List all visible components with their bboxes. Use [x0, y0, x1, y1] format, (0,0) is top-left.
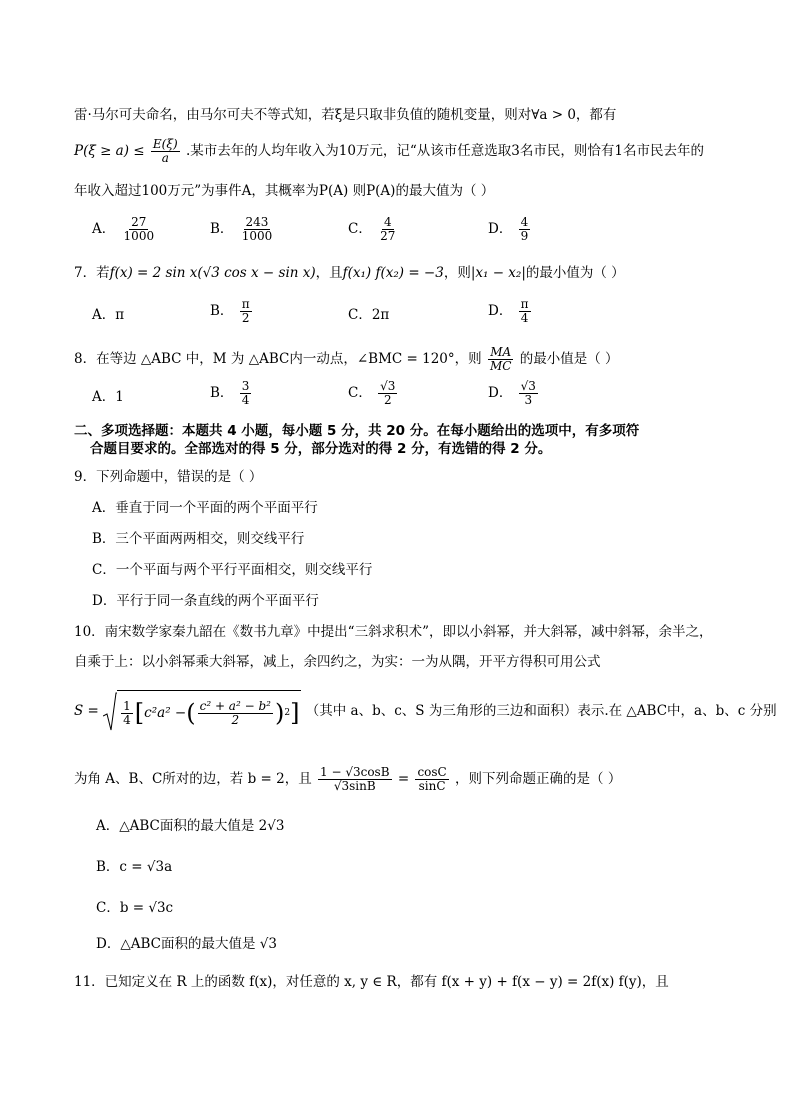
- q10-option-a: A．△ABC面积的最大值是 2√3: [96, 818, 285, 834]
- q6-line2: [74, 138, 704, 165]
- q8-option-d: D． $\frac{√3}{3}$: [488, 379, 536, 407]
- q8-option-b: B． $\frac{3}{4}$: [210, 379, 250, 407]
- formula-inner-frac: $\frac{\text{c² + a² − b²}}{2}$: [199, 698, 271, 727]
- q8-option-a: A．1: [92, 389, 124, 405]
- q7-option-a: A．π: [92, 307, 125, 323]
- q6-fraction: [151, 138, 180, 165]
- q7-option-d: D． $\frac{\pi}{4}$: [488, 297, 529, 325]
- radical-sign-icon: [103, 692, 117, 732]
- section-heading-line2: 合题目要求的。全部选对的得 5 分，部分选对的得 2 分，有选错的得 2 分。: [90, 441, 552, 457]
- q10-frac-right: $\frac{\cos C}{\sin C}$: [417, 765, 447, 793]
- formula-c2a2: c²a² −: [144, 705, 187, 721]
- q10-option-d: D．△ABC面积的最大值是 √3: [96, 936, 277, 952]
- q10-line4: 为角 A、B、C所对的边，若 b = 2，且 $\frac{1 - √3\cos B}{√3\sin B}$ = $\frac{\cos C}{\sin C}$ ，则下列命题正确的是（ ）: [74, 765, 622, 793]
- q6-option-c: C． $\frac{4}{27}$: [348, 215, 396, 243]
- q7-option-c: C．2π: [348, 307, 390, 323]
- formula-quarter: $\frac{1}{4}$: [123, 698, 131, 727]
- formula-tail: （其中 a、b、c、S 为三角形的三边和面积）表示.在 △ABC中，a、b、c 分别: [305, 703, 777, 719]
- q6-line3: 年收入超过100万元”为事件A，其概率为P(A) 则P(A)的最大值为（ ）: [74, 183, 495, 199]
- q8-ratio: $\frac{MA}{MC}$: [489, 345, 512, 373]
- q9-option-b: B．三个平面两两相交，则交线平行: [92, 531, 305, 547]
- formula-radical: $\frac{1}{4}$ [ c²a² − ( $\frac{\text{c² + a² − b²}}{2}$ ) 2 ]: [103, 690, 301, 733]
- q11-stem: 11．已知定义在 R 上的函数 f(x)，对任意的 x, y ∈ R，都有 f(x + y) + f(x − y) = 2f(x) f(y)，且: [74, 974, 669, 990]
- q10-option-c: C．b = √3c: [96, 900, 174, 916]
- q6-frac-num: E(ξ): [152, 137, 178, 151]
- q6-frac-den: a: [161, 151, 169, 165]
- formula-lhs: S =: [74, 703, 99, 719]
- q6-line2-text: .某市去年的人均年收入为10万元，记“从该市任意选取3名市民，则恰有1名市民去年的: [185, 143, 704, 159]
- q9-stem: 9．下列命题中，错误的是（ ）: [74, 469, 263, 485]
- q10-option-b: B．c = √3a: [96, 859, 173, 875]
- q9-option-d: D．平行于同一条直线的两个平面平行: [92, 593, 319, 609]
- q9-option-c: C．一个平面与两个平行平面相交，则交线平行: [92, 562, 373, 578]
- q10-frac-left: $\frac{1 - √3\cos B}{√3\sin B}$: [320, 765, 390, 793]
- q6-line1: 雷·马尔可夫命名，由马尔可夫不等式知，若ξ是只取非负值的随机变量，则对∀a > 0，都有: [74, 107, 617, 123]
- q8-stem: 8．在等边 △ABC 中，M 为 △ABC内一动点，∠BMC = 120°，则 $\frac{MA}{MC}$ 的最小值是（ ）: [74, 345, 619, 373]
- q10-formula-line: [74, 690, 777, 730]
- q8-option-c: C． $\frac{√3}{2}$: [348, 379, 396, 407]
- q6-inequality: P(ξ ≥ a) ≤: [74, 143, 145, 159]
- q6-option-a: A． $\frac{27}{1000}$: [92, 215, 155, 243]
- q6-option-b: B． $\frac{243}{1000}$: [210, 215, 273, 243]
- section-heading-line1: 二、多项选择题：本题共 4 小题，每小题 5 分，共 20 分。在每小题给出的选项中，有多项符: [74, 423, 640, 439]
- q9-option-a: A．垂直于同一个平面的两个平面平行: [92, 500, 318, 516]
- q10-line2: 自乘于上：以小斜幂乘大斜幂，减上，余四约之，为实：一为从隅，开平方得积可用公式: [74, 654, 601, 670]
- q7-stem: 7．若f(x) = 2 sin x(√3 cos x − sin x)，且f(x₁) f(x₂) = −3，则|x₁ − x₂|的最小值为（ ）: [74, 265, 625, 281]
- q10-line1: 10．南宋数学家秦九韶在《数书九章》中提出“三斜求积术”，即以小斜幂，并大斜幂，减中斜幂，余半之，: [74, 624, 713, 640]
- q7-option-b: B． $\frac{\pi}{2}$: [210, 297, 250, 325]
- q6-option-d: D． $\frac{4}{9}$: [488, 215, 529, 243]
